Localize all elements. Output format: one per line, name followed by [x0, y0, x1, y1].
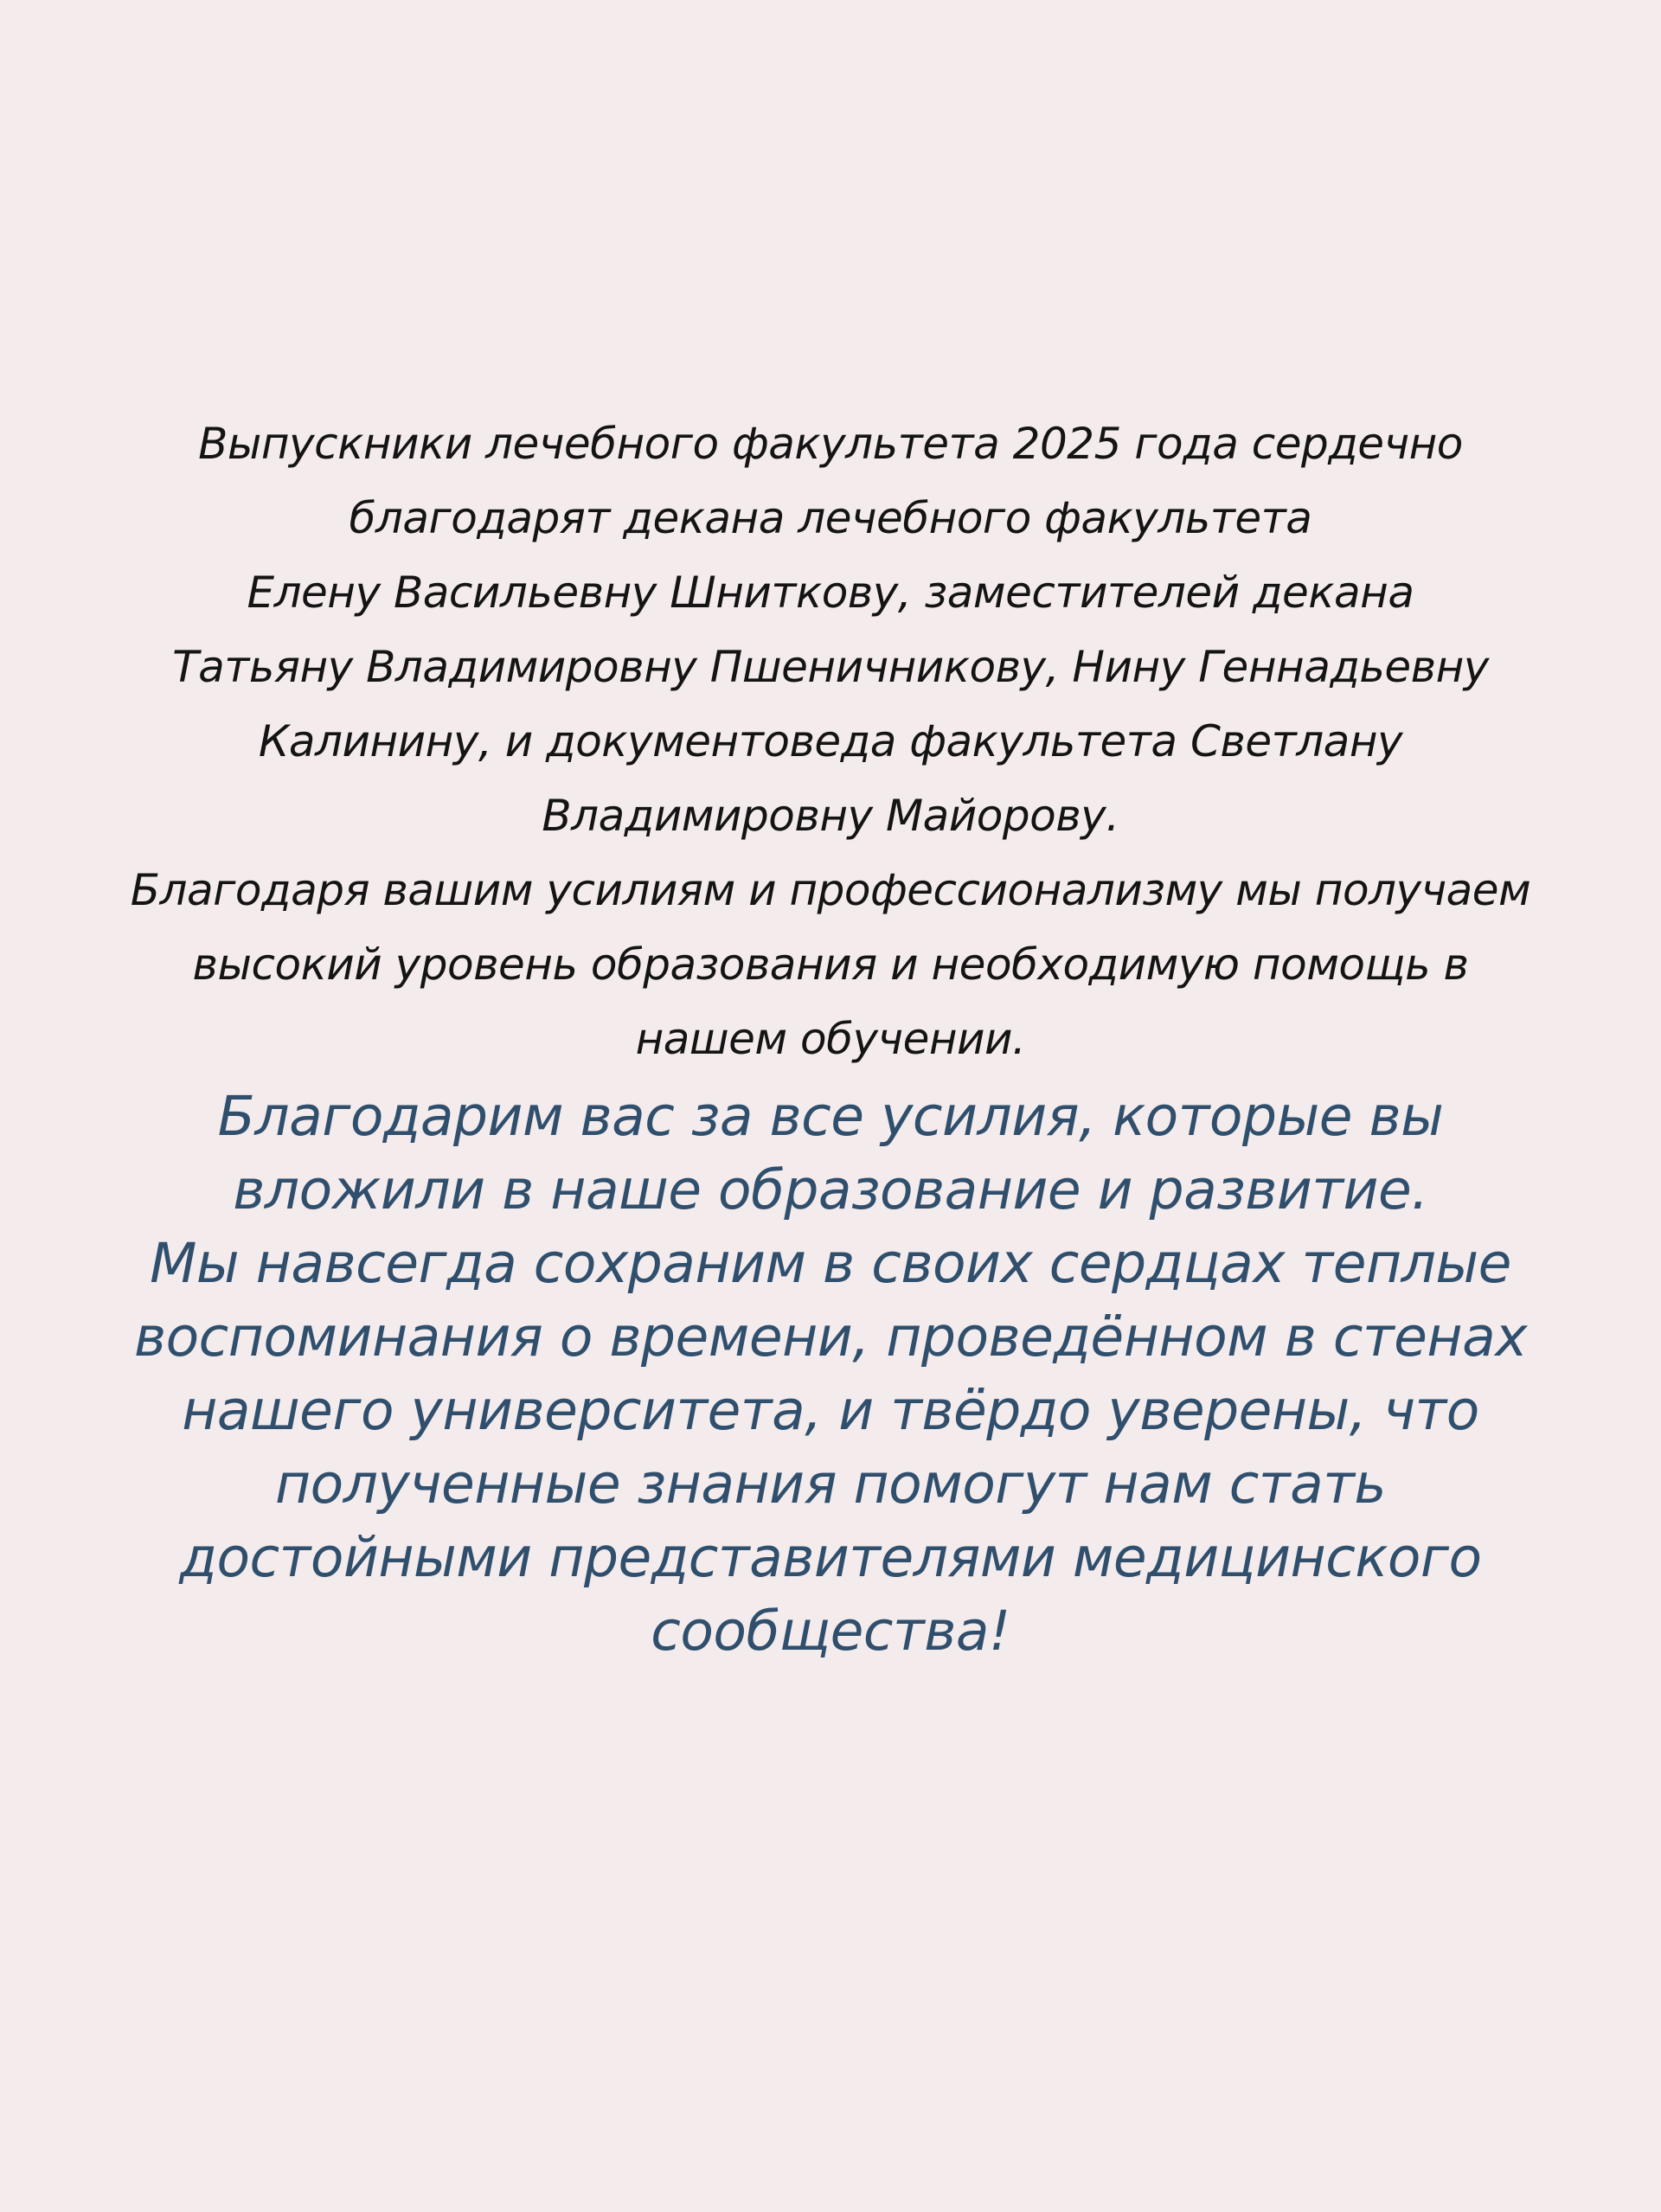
intro-line: Владимировну Майорову. — [542, 791, 1119, 841]
intro-line: Выпускники лечебного факультета 2025 года сердечно — [198, 419, 1463, 469]
closing-line: вложили в наше образование и развитие. — [233, 1158, 1428, 1221]
gratitude-closing-text — [0, 1080, 1661, 1668]
intro-line: благодарят декана лечебного факультета — [349, 493, 1312, 543]
gratitude-intro-text — [0, 407, 1661, 1076]
intro-line: Калинину, и документоведа факультета Светлану — [258, 716, 1403, 766]
closing-line: нашего университета, и твёрдо уверены, что — [182, 1379, 1479, 1442]
intro-line: нашем обучении. — [635, 1014, 1026, 1064]
intro-line: высокий уровень образования и необходимую помощь в — [192, 939, 1469, 990]
intro-line: Татьяну Владимировну Пшеничникову, Нину Геннадьевну — [172, 642, 1489, 692]
intro-line: Елену Васильевну Шниткову, заместителей декана — [247, 567, 1414, 618]
closing-line: полученные знания помогут нам стать — [274, 1452, 1387, 1516]
closing-line: Благодарим вас за все усилия, которые вы — [217, 1085, 1444, 1148]
intro-line: Благодаря вашим усилиям и профессионализму мы получаем — [130, 865, 1531, 915]
closing-line: достойными представителями медицинского — [179, 1526, 1482, 1589]
closing-line: воспоминания о времени, проведённом в стенах — [133, 1305, 1528, 1369]
closing-line: сообщества! — [651, 1600, 1010, 1663]
closing-line: Мы навсегда сохраним в своих сердцах теплые — [150, 1232, 1511, 1295]
